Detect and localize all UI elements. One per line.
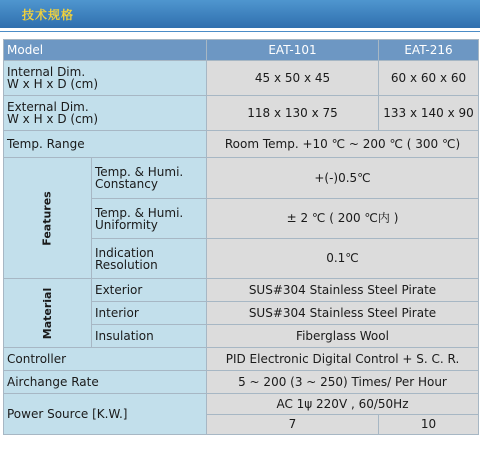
controller-value: PID Electronic Digital Control + S. C. R.	[207, 348, 479, 371]
table-row	[4, 394, 479, 415]
feature-label: Temp. & Humi. Constancy	[92, 158, 207, 199]
table-row	[4, 371, 479, 394]
airchange-label: Airchange Rate	[4, 371, 207, 394]
model-eat-101: EAT-101	[207, 40, 379, 61]
feature-label: Indication Resolution	[92, 239, 207, 279]
table-header-row	[4, 40, 479, 61]
internal-dim-value: 45 x 50 x 45	[207, 61, 379, 96]
header-divider	[0, 31, 480, 32]
material-group-label: Material	[4, 279, 92, 348]
table-row	[4, 348, 479, 371]
controller-label: Controller	[4, 348, 207, 371]
section-header	[0, 0, 480, 28]
temp-range-label: Temp. Range	[4, 131, 207, 158]
features-group-label: Features	[4, 158, 92, 279]
feature-value: +(-)0.5℃	[207, 158, 479, 199]
power-value: 7	[207, 415, 379, 435]
material-label: Interior	[92, 302, 207, 325]
feature-value: ± 2 ℃ ( 200 ℃内 )	[207, 199, 479, 239]
feature-label: Temp. & Humi. Uniformity	[92, 199, 207, 239]
external-dim-label: External Dim. W x H x D (cm)	[4, 96, 207, 131]
spec-table	[3, 39, 479, 435]
material-value: Fiberglass Wool	[207, 325, 479, 348]
feature-value: 0.1℃	[207, 239, 479, 279]
model-label: Model	[4, 40, 207, 61]
section-title: 技术规格	[22, 8, 75, 22]
airchange-value: 5 ~ 200 (3 ~ 250) Times/ Per Hour	[207, 371, 479, 394]
material-value: SUS#304 Stainless Steel Pirate	[207, 279, 479, 302]
power-spec-value: AC 1ψ 220V , 60/50Hz	[207, 394, 479, 415]
table-row	[4, 158, 479, 199]
material-value: SUS#304 Stainless Steel Pirate	[207, 302, 479, 325]
temp-range-value: Room Temp. +10 ℃ ~ 200 ℃ ( 300 ℃)	[207, 131, 479, 158]
material-label: Exterior	[92, 279, 207, 302]
external-dim-value: 133 x 140 x 90	[379, 96, 479, 131]
external-dim-value: 118 x 130 x 75	[207, 96, 379, 131]
model-eat-216: EAT-216	[379, 40, 479, 61]
table-row	[4, 279, 479, 302]
material-label: Insulation	[92, 325, 207, 348]
internal-dim-value: 60 x 60 x 60	[379, 61, 479, 96]
power-source-label: Power Source [K.W.]	[4, 394, 207, 435]
table-row	[4, 131, 479, 158]
table-row	[4, 96, 479, 131]
table-row	[4, 61, 479, 96]
internal-dim-label: Internal Dim. W x H x D (cm)	[4, 61, 207, 96]
power-value: 10	[379, 415, 479, 435]
